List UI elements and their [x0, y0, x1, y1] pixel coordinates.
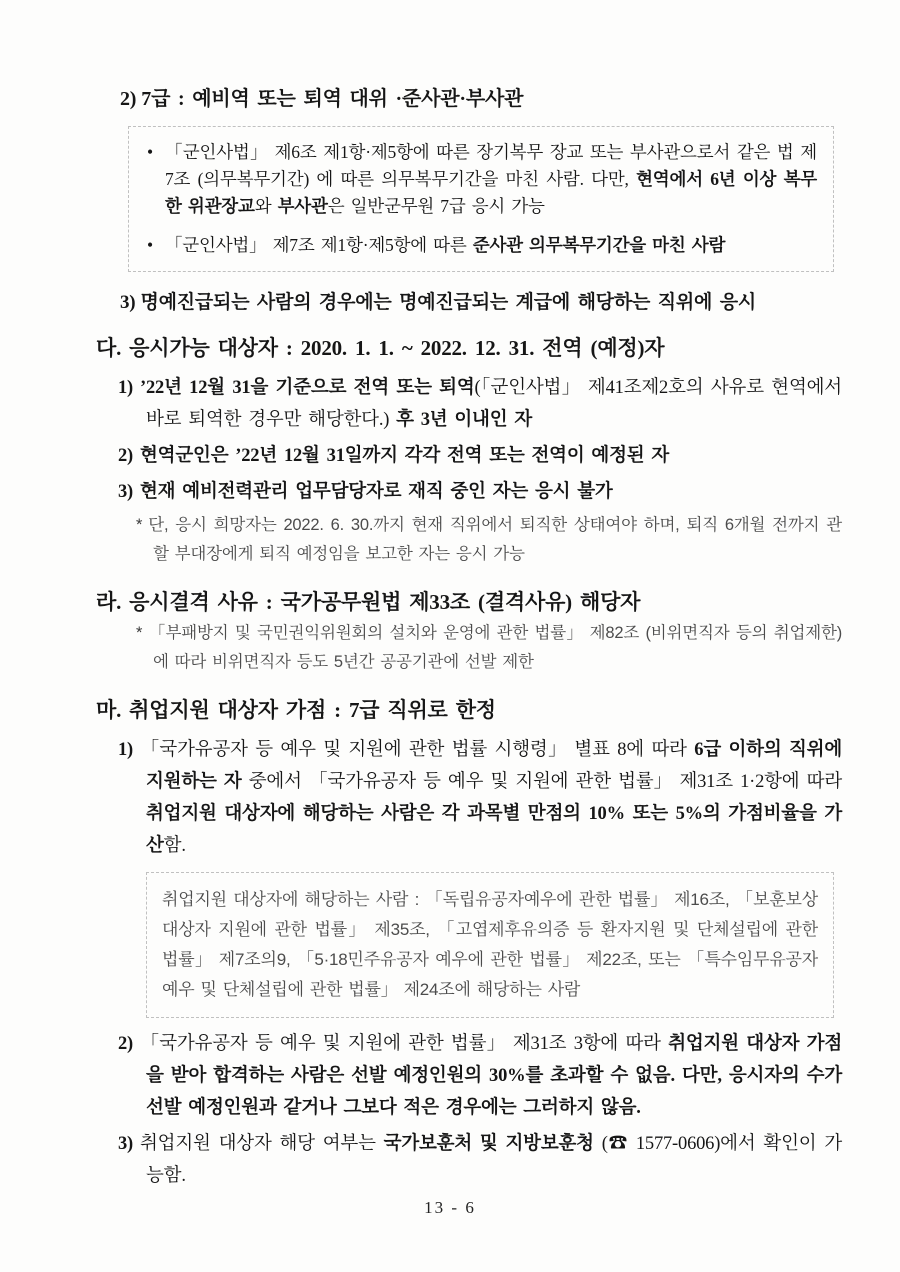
- text-run-bold: 현재 예비전력관리 업무담당자로 재직 중인 자는 응시 불가: [140, 482, 613, 502]
- text-run: 함.: [163, 836, 186, 856]
- footnote-da: [136, 511, 842, 569]
- bullet-item-1: [141, 139, 817, 220]
- list-item-da-2: [118, 440, 842, 472]
- text-run-bold: 준사관 의무복무기간을 마친 사람: [472, 235, 726, 255]
- item-number: 1): [118, 378, 134, 398]
- text-run-bold: 후 3년 이내인 자: [396, 410, 532, 430]
- list-item-da-1: [118, 372, 842, 436]
- item-number: 3): [120, 292, 136, 313]
- military-law-info-box: [128, 126, 834, 272]
- text-run-bold: 취업지원 대상자에 해당하는 사람은 각 과목별 만점의 10% 또는 5%의 가점비율을 가산: [146, 804, 842, 856]
- footnote-text: 「부패방지 및 국민권익위원회의 설치와 운영에 관한 법률」 제82조 (비위면직자 등의 취업제한)에 따라 비위면직자 등도 5년간 공공기관에 선발 제한: [148, 624, 842, 671]
- list-item-ma-2: [118, 1028, 842, 1124]
- text-run: 「군인사법」 제6조 제1항·제5항에 따른 장기복무 장교 또는 부사관으로서 같은 법 제7조 (의무복무기간) 에 따른 의무복무기간을 마친 사람. 다만,: [165, 142, 817, 189]
- text-run: (☎ 1577-0606)에서 확인이 가능함.: [146, 1134, 843, 1186]
- text-run-bold: 국가보훈처 및 지방보훈청: [383, 1134, 594, 1154]
- text-run: 은 일반군무원 7급 응시 가능: [327, 196, 545, 216]
- bullet-item-2-text: [165, 232, 817, 259]
- asterisk-marker: *: [136, 624, 143, 642]
- text-run-bold: 현역군인은 ’22년 12월 31일까지 각각 전역 또는 전역이 예정된 자: [140, 446, 670, 466]
- text-run: 취업지원 대상자 해당 여부는: [140, 1134, 384, 1154]
- text-run: 「국가유공자 등 예우 및 지원에 관한 법률 시행령」 별표 8에 따라: [140, 740, 695, 760]
- item-number: 2): [118, 446, 134, 466]
- text-run-bold: 취업지원 대상자 가점을 받아 합격하는 사람은 선발 예정인원의 30%를 초과할 수 없음. 다만, 응시자의 수가 선발 예정인원과 같거나 그보다 적은 경우에는 그러하지 않음.: [146, 1034, 843, 1118]
- text-run: 와: [254, 196, 278, 216]
- text-run: 「군인사법」 제7조 제1항·제5항에 따른: [165, 235, 473, 255]
- section-ra-title: 라. 응시결격 사유 : 국가공무원법 제33조 (결격사유) 해당자: [96, 590, 641, 614]
- info-box-text: 취업지원 대상자에 해당하는 사람 : 「독립유공자예우에 관한 법률」 제16조, 「보훈보상대상자 지원에 관한 법률」 제35조, 「고엽제후유의증 등 환자지원 및 단체설립에 관한 법률」 제7조의9, 「5·18민주유공자 예우에 관한 법률」 제22조, 또는 「특수임무유공자 예우 및 단체설립에 관한 법률」 제24조에 해당하는 사람: [162, 890, 818, 999]
- section-ma-title: 마. 취업지원 대상자 가점 : 7급 직위로 한정: [96, 698, 496, 722]
- employment-support-info-box: [146, 872, 834, 1018]
- item-honorary-promotion: [120, 290, 842, 315]
- asterisk-marker: *: [136, 516, 143, 534]
- item-number: 3): [118, 1134, 134, 1154]
- item-text: 명예진급되는 사람의 경우에는 명예진급되는 계급에 해당하는 직위에 응시: [140, 292, 757, 313]
- text-run-bold: ’22년 12월 31을 기준으로 전역 또는 퇴역: [140, 378, 475, 398]
- text-run-bold: 현역에서 6년 이상 복무한 위관장교: [165, 169, 817, 216]
- heading-grade7-number: 2): [120, 88, 137, 110]
- text-run: 중에서 「국가유공자 등 예우 및 지원에 관한 법률」 제31조 1·2항에 따라: [241, 772, 843, 792]
- text-run: 「국가유공자 등 예우 및 지원에 관한 법률」 제31조 3항에 따라: [140, 1034, 669, 1054]
- item-number: 2): [118, 1034, 134, 1054]
- text-run-bold: 6급 이하의 직위에 지원하는 자: [146, 740, 842, 792]
- list-item-da-3: [118, 476, 842, 508]
- bullet-icon: •: [147, 142, 154, 162]
- bullet-item-2: [141, 232, 817, 259]
- list-item-ma-1: [118, 734, 842, 862]
- heading-grade7: [120, 86, 842, 112]
- footnote-ra: [136, 619, 842, 677]
- bullet-icon: •: [147, 235, 154, 255]
- section-da-title: 다. 응시가능 대상자 : 2020. 1. 1. ~ 2022. 12. 31. 전역 (예정)자: [96, 336, 665, 360]
- text-run: (「군인사법」 제41조제2호의 사유로 현역에서 바로 퇴역한 경우만 해당한다.): [146, 378, 842, 430]
- heading-grade7-title: 7급 : 예비역 또는 퇴역 대위 ·준사관·부사관: [141, 88, 524, 110]
- footnote-text: 단, 응시 희망자는 2022. 6. 30.까지 현재 직위에서 퇴직한 상태여야 하며, 퇴직 6개월 전까지 관할 부대장에게 퇴직 예정임을 보고한 자는 응시 가능: [148, 516, 842, 563]
- item-number: 3): [118, 482, 134, 502]
- text-run-bold: 부사관: [277, 196, 328, 216]
- item-number: 1): [118, 740, 134, 760]
- page-number: 13 - 6: [424, 1198, 476, 1217]
- list-item-ma-3: [118, 1128, 842, 1192]
- bullet-item-1-text: [165, 139, 817, 220]
